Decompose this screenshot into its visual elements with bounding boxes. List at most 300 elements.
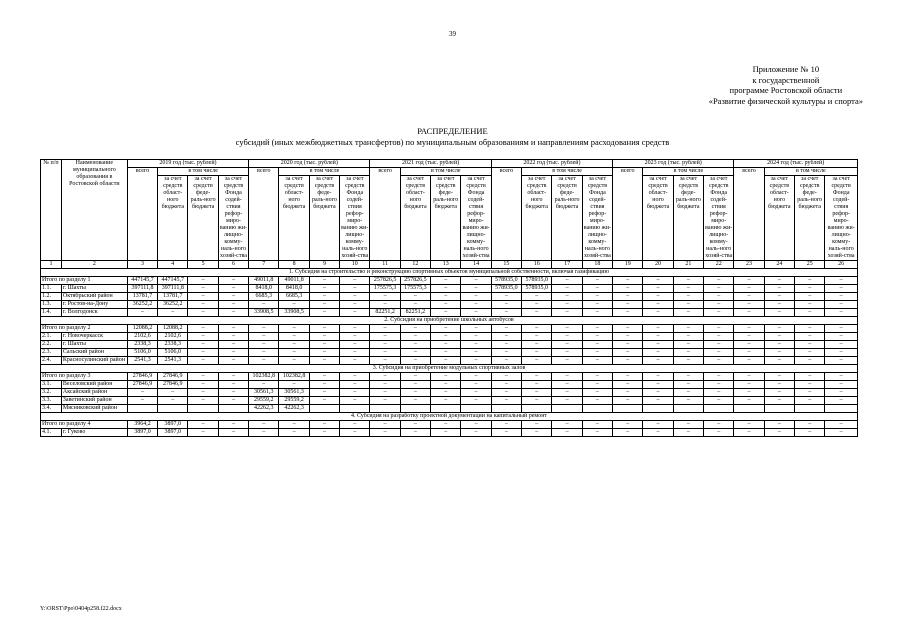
reform-fund-header: за счет средств Фонда содей-ствия рефор-миро-ванию жи-лищно-комму-наль-ного хозяй-ства [462,176,490,259]
value-cell: – [522,301,552,309]
value-cell: – [340,277,370,285]
value-cell: – [613,373,643,381]
value-cell: – [795,373,825,381]
year-header: 2022 год (тыс. рублей) [491,160,612,168]
value-cell [158,405,188,413]
value-cell [370,405,400,413]
value-cell: – [309,381,339,389]
value-cell [309,405,339,413]
column-number: 24 [764,261,794,269]
value-cell: – [340,429,370,437]
value-cell: – [825,421,858,429]
value-cell: 2102,6 [158,333,188,341]
value-cell: – [795,333,825,341]
value-cell: – [795,277,825,285]
value-cell: 447145,7 [158,277,188,285]
value-cell: – [643,397,673,405]
value-cell: – [188,285,218,293]
value-cell: – [188,389,218,397]
value-cell: – [613,293,643,301]
value-cell: – [279,429,309,437]
value-cell: – [795,325,825,333]
value-cell: – [249,421,279,429]
value-cell: – [734,293,764,301]
value-cell: – [673,277,703,285]
value-cell: 2338,3 [158,341,188,349]
including-header: в том числе [643,168,734,176]
row-number: 2.3. [41,349,62,357]
value-cell: – [431,333,461,341]
value-cell: – [218,341,248,349]
value-cell: – [764,389,794,397]
value-cell: 36252,2 [127,301,157,309]
header-row-groups [41,168,858,176]
value-cell: – [400,389,430,397]
value-cell: – [431,277,461,285]
value-cell: – [613,421,643,429]
value-cell: – [734,421,764,429]
value-cell: – [764,309,794,317]
value-cell: – [188,349,218,357]
value-cell: 82251,2 [400,309,430,317]
column-number: 17 [552,261,582,269]
value-cell: – [795,293,825,301]
value-cell: 27846,9 [127,373,157,381]
value-cell: – [431,341,461,349]
value-cell: – [491,341,521,349]
value-cell: – [825,277,858,285]
value-cell: – [400,325,430,333]
value-cell: – [370,325,400,333]
including-header: в том числе [522,168,613,176]
value-cell: – [643,349,673,357]
table-row [41,285,858,293]
table-row [41,373,858,381]
column-number: 25 [795,261,825,269]
value-cell: 29559,2 [279,397,309,405]
value-cell: – [643,357,673,365]
value-cell: – [279,341,309,349]
section-title-row [41,365,858,373]
value-cell: – [582,397,612,405]
value-cell: – [249,341,279,349]
value-cell: – [461,357,491,365]
value-cell: – [795,285,825,293]
value-cell: 578935,0 [491,277,521,285]
value-cell: 3897,0 [158,429,188,437]
value-cell: – [552,349,582,357]
value-cell: – [218,421,248,429]
municipality-name: г. Гуково [61,429,127,437]
value-cell: – [522,373,552,381]
table-row [41,349,858,357]
value-cell: – [491,333,521,341]
value-cell: – [218,277,248,285]
value-cell: 6685,3 [249,293,279,301]
value-cell: – [522,381,552,389]
value-cell: – [704,373,734,381]
value-cell: 3897,0 [158,421,188,429]
value-cell: – [643,421,673,429]
value-cell: – [582,373,612,381]
table-row [41,325,858,333]
file-path-footer: Y:\ORST\Ppo\0404p258.f22.docx [40,606,122,612]
value-cell: – [188,309,218,317]
value-cell: – [309,341,339,349]
value-cell: – [673,301,703,309]
column-number: 5 [188,261,218,269]
row-number: 3.2. [41,389,62,397]
value-cell: – [643,309,673,317]
column-number: 3 [127,261,157,269]
value-cell: – [188,301,218,309]
column-number: 7 [249,261,279,269]
value-cell: – [613,381,643,389]
value-cell: – [400,293,430,301]
value-cell: – [704,357,734,365]
row-number: 1.3. [41,301,62,309]
value-cell: – [764,285,794,293]
value-cell: – [673,357,703,365]
value-cell: 27846,9 [158,373,188,381]
value-cell: – [188,357,218,365]
value-cell: – [188,373,218,381]
value-cell: 12088,2 [127,325,157,333]
value-cell: 49011,8 [249,277,279,285]
value-cell: – [825,285,858,293]
value-cell: – [673,429,703,437]
value-cell: – [370,341,400,349]
value-cell: – [764,341,794,349]
value-cell: – [582,301,612,309]
value-cell: – [218,349,248,357]
value-cell: – [582,309,612,317]
value-cell: – [613,277,643,285]
value-cell: – [431,421,461,429]
value-cell: – [249,381,279,389]
value-cell: – [491,389,521,397]
value-cell [673,405,703,413]
value-cell: – [188,293,218,301]
value-cell [188,405,218,413]
value-cell: – [552,357,582,365]
row-number: 2.1. [41,333,62,341]
value-cell: – [340,397,370,405]
municipality-name: Веселовский район [61,381,127,389]
value-cell: 578935,0 [491,285,521,293]
value-cell: – [340,325,370,333]
value-cell: – [309,301,339,309]
value-cell: – [188,397,218,405]
value-cell: – [643,333,673,341]
section-title-row [41,317,858,325]
value-cell: 447145,7 [127,277,157,285]
value-cell [825,405,858,413]
table-row [41,381,858,389]
value-cell: – [491,301,521,309]
value-cell: – [704,293,734,301]
value-cell: – [309,373,339,381]
appendix-note [709,64,863,106]
value-cell: – [613,349,643,357]
value-cell: – [431,397,461,405]
value-cell [643,405,673,413]
value-cell: – [673,293,703,301]
value-cell: – [491,381,521,389]
value-cell: – [249,301,279,309]
row-number: 3.1. [41,381,62,389]
value-cell [704,405,734,413]
value-cell: – [522,309,552,317]
section-total-label: Итого по разделу 4 [41,421,128,429]
value-cell: – [491,397,521,405]
value-cell: – [461,381,491,389]
value-cell: – [431,349,461,357]
year-header: 2020 год (тыс. рублей) [249,160,370,168]
value-cell: – [825,373,858,381]
value-cell: – [795,421,825,429]
value-cell: – [552,309,582,317]
value-cell: – [279,301,309,309]
value-cell: – [127,389,157,397]
value-cell: – [704,349,734,357]
value-cell: – [340,285,370,293]
regional-budget-header: за счет средств област-ного бюджета [279,176,309,261]
value-cell: – [704,381,734,389]
column-number: 13 [431,261,461,269]
value-cell: – [613,389,643,397]
value-cell: – [825,293,858,301]
value-cell: – [340,341,370,349]
column-number: 26 [825,261,858,269]
table-row [41,397,858,405]
value-cell: – [764,429,794,437]
value-cell: – [491,429,521,437]
value-cell: – [309,309,339,317]
value-cell: – [461,397,491,405]
column-number: 11 [370,261,400,269]
value-cell: – [552,373,582,381]
value-cell: – [461,421,491,429]
value-cell: – [461,325,491,333]
row-number: 4.1. [41,429,62,437]
value-cell: – [673,309,703,317]
value-cell: 8418,0 [249,285,279,293]
value-cell: 2541,3 [158,357,188,365]
value-cell: – [461,389,491,397]
header-row-years [41,160,858,168]
value-cell: – [764,277,794,285]
value-cell: – [309,277,339,285]
value-cell: – [734,309,764,317]
value-cell: – [522,421,552,429]
value-cell: – [704,309,734,317]
value-cell: – [643,429,673,437]
column-number: 18 [582,261,612,269]
value-cell [795,405,825,413]
value-cell: – [491,309,521,317]
municipality-name: г. Ростов-на-Дону [61,301,127,309]
value-cell: – [582,389,612,397]
column-number: 6 [218,261,248,269]
value-cell: – [704,397,734,405]
value-cell: 2541,3 [127,357,157,365]
value-cell: – [522,397,552,405]
value-cell: – [188,341,218,349]
value-cell: – [704,325,734,333]
col-name-header: Наименование муниципального образования в Ростовской области [61,160,127,261]
value-cell: 27846,9 [127,381,157,389]
value-cell: – [795,349,825,357]
value-cell: – [552,277,582,285]
section-total-label: Итого по разделу 3 [41,373,128,381]
value-cell: 33908,5 [279,309,309,317]
value-cell: – [491,293,521,301]
value-cell: – [309,333,339,341]
value-cell: 13781,7 [127,293,157,301]
value-cell: – [158,389,188,397]
value-cell: – [370,397,400,405]
federal-budget-header: за счет средств феде-раль-ного бюджета [795,176,825,261]
row-number: 2.4. [41,357,62,365]
municipality-name: г. Волгодонск [61,309,127,317]
value-cell [522,405,552,413]
value-cell: – [552,333,582,341]
column-number: 12 [400,261,430,269]
value-cell: – [218,301,248,309]
value-cell: – [370,301,400,309]
value-cell: – [582,341,612,349]
value-cell: – [613,309,643,317]
value-cell [613,405,643,413]
column-number: 19 [613,261,643,269]
value-cell: – [218,381,248,389]
value-cell: – [340,373,370,381]
value-cell: – [249,429,279,437]
value-cell: – [461,293,491,301]
value-cell [734,405,764,413]
value-cell: – [400,397,430,405]
value-cell: – [825,341,858,349]
value-cell: – [552,429,582,437]
value-cell: – [431,309,461,317]
including-header: в том числе [279,168,370,176]
section-title: 3. Субсидия на приобретение модульных спортивных залов [41,365,858,373]
value-cell: – [673,325,703,333]
value-cell: – [643,373,673,381]
value-cell: 13781,7 [158,293,188,301]
value-cell: – [400,301,430,309]
value-cell: – [582,333,612,341]
value-cell: – [613,397,643,405]
section-title-row [41,269,858,277]
value-cell: – [552,397,582,405]
year-header: 2023 год (тыс. рублей) [613,160,734,168]
value-cell: – [249,325,279,333]
value-cell: – [218,333,248,341]
value-cell: – [825,429,858,437]
value-cell: – [552,285,582,293]
value-cell: – [673,389,703,397]
federal-budget-header: за счет средств феде-раль-ного бюджета [552,176,582,261]
value-cell: – [127,397,157,405]
value-cell: – [764,301,794,309]
value-cell: – [370,357,400,365]
section-title: 1. Субсидия на строительство и реконструкцию спортивных объектов муниципальной собственности, включая газификацию [41,269,858,277]
value-cell: – [582,429,612,437]
value-cell: 42262,3 [249,405,279,413]
value-cell [764,405,794,413]
value-cell: – [673,341,703,349]
value-cell: – [552,325,582,333]
value-cell: – [340,381,370,389]
regional-budget-header: за счет средств област-ного бюджета [764,176,794,261]
value-cell: – [218,373,248,381]
including-header: в том числе [400,168,491,176]
value-cell: – [825,325,858,333]
value-cell: 29559,2 [249,397,279,405]
value-cell: – [673,333,703,341]
value-cell: – [734,301,764,309]
value-cell: – [522,429,552,437]
value-cell: 175575,3 [400,285,430,293]
value-cell: – [249,333,279,341]
value-cell: – [218,429,248,437]
value-cell: – [613,333,643,341]
value-cell: – [552,341,582,349]
column-number: 4 [158,261,188,269]
value-cell: – [249,349,279,357]
value-cell [491,405,521,413]
value-cell: – [461,301,491,309]
municipality-name: г. Шахты [61,285,127,293]
reform-fund-header: за счет средств Фонда содей-ствия рефор-миро-ванию жи-лищно-комму-наль-ного хозяй-ства [705,176,733,259]
total-header: всего [249,168,279,261]
value-cell: – [704,333,734,341]
value-cell: – [340,357,370,365]
value-cell: – [279,421,309,429]
value-cell [552,405,582,413]
value-cell: 5106,0 [158,349,188,357]
appendix-line-3: программе Ростовской области [729,85,843,95]
value-cell: – [188,277,218,285]
value-cell: 2338,3 [127,341,157,349]
section-title-row [41,413,858,421]
value-cell: – [370,381,400,389]
value-cell: – [643,301,673,309]
value-cell: – [734,373,764,381]
value-cell: – [431,357,461,365]
value-cell: – [734,381,764,389]
value-cell: – [309,325,339,333]
value-cell: – [461,373,491,381]
value-cell: – [461,349,491,357]
reform-fund-header: за счет средств Фонда содей-ствия рефор-миро-ванию жи-лищно-комму-наль-ного хозяй-ства [341,176,369,259]
year-header: 2024 год (тыс. рублей) [734,160,858,168]
value-cell: – [764,373,794,381]
value-cell: 49011,8 [279,277,309,285]
value-cell [340,405,370,413]
value-cell: – [582,421,612,429]
value-cell: – [461,333,491,341]
value-cell: – [370,293,400,301]
value-cell: – [370,333,400,341]
table-row [41,293,858,301]
value-cell: – [613,341,643,349]
column-number: 15 [491,261,521,269]
table-row [41,421,858,429]
value-cell: – [522,357,552,365]
